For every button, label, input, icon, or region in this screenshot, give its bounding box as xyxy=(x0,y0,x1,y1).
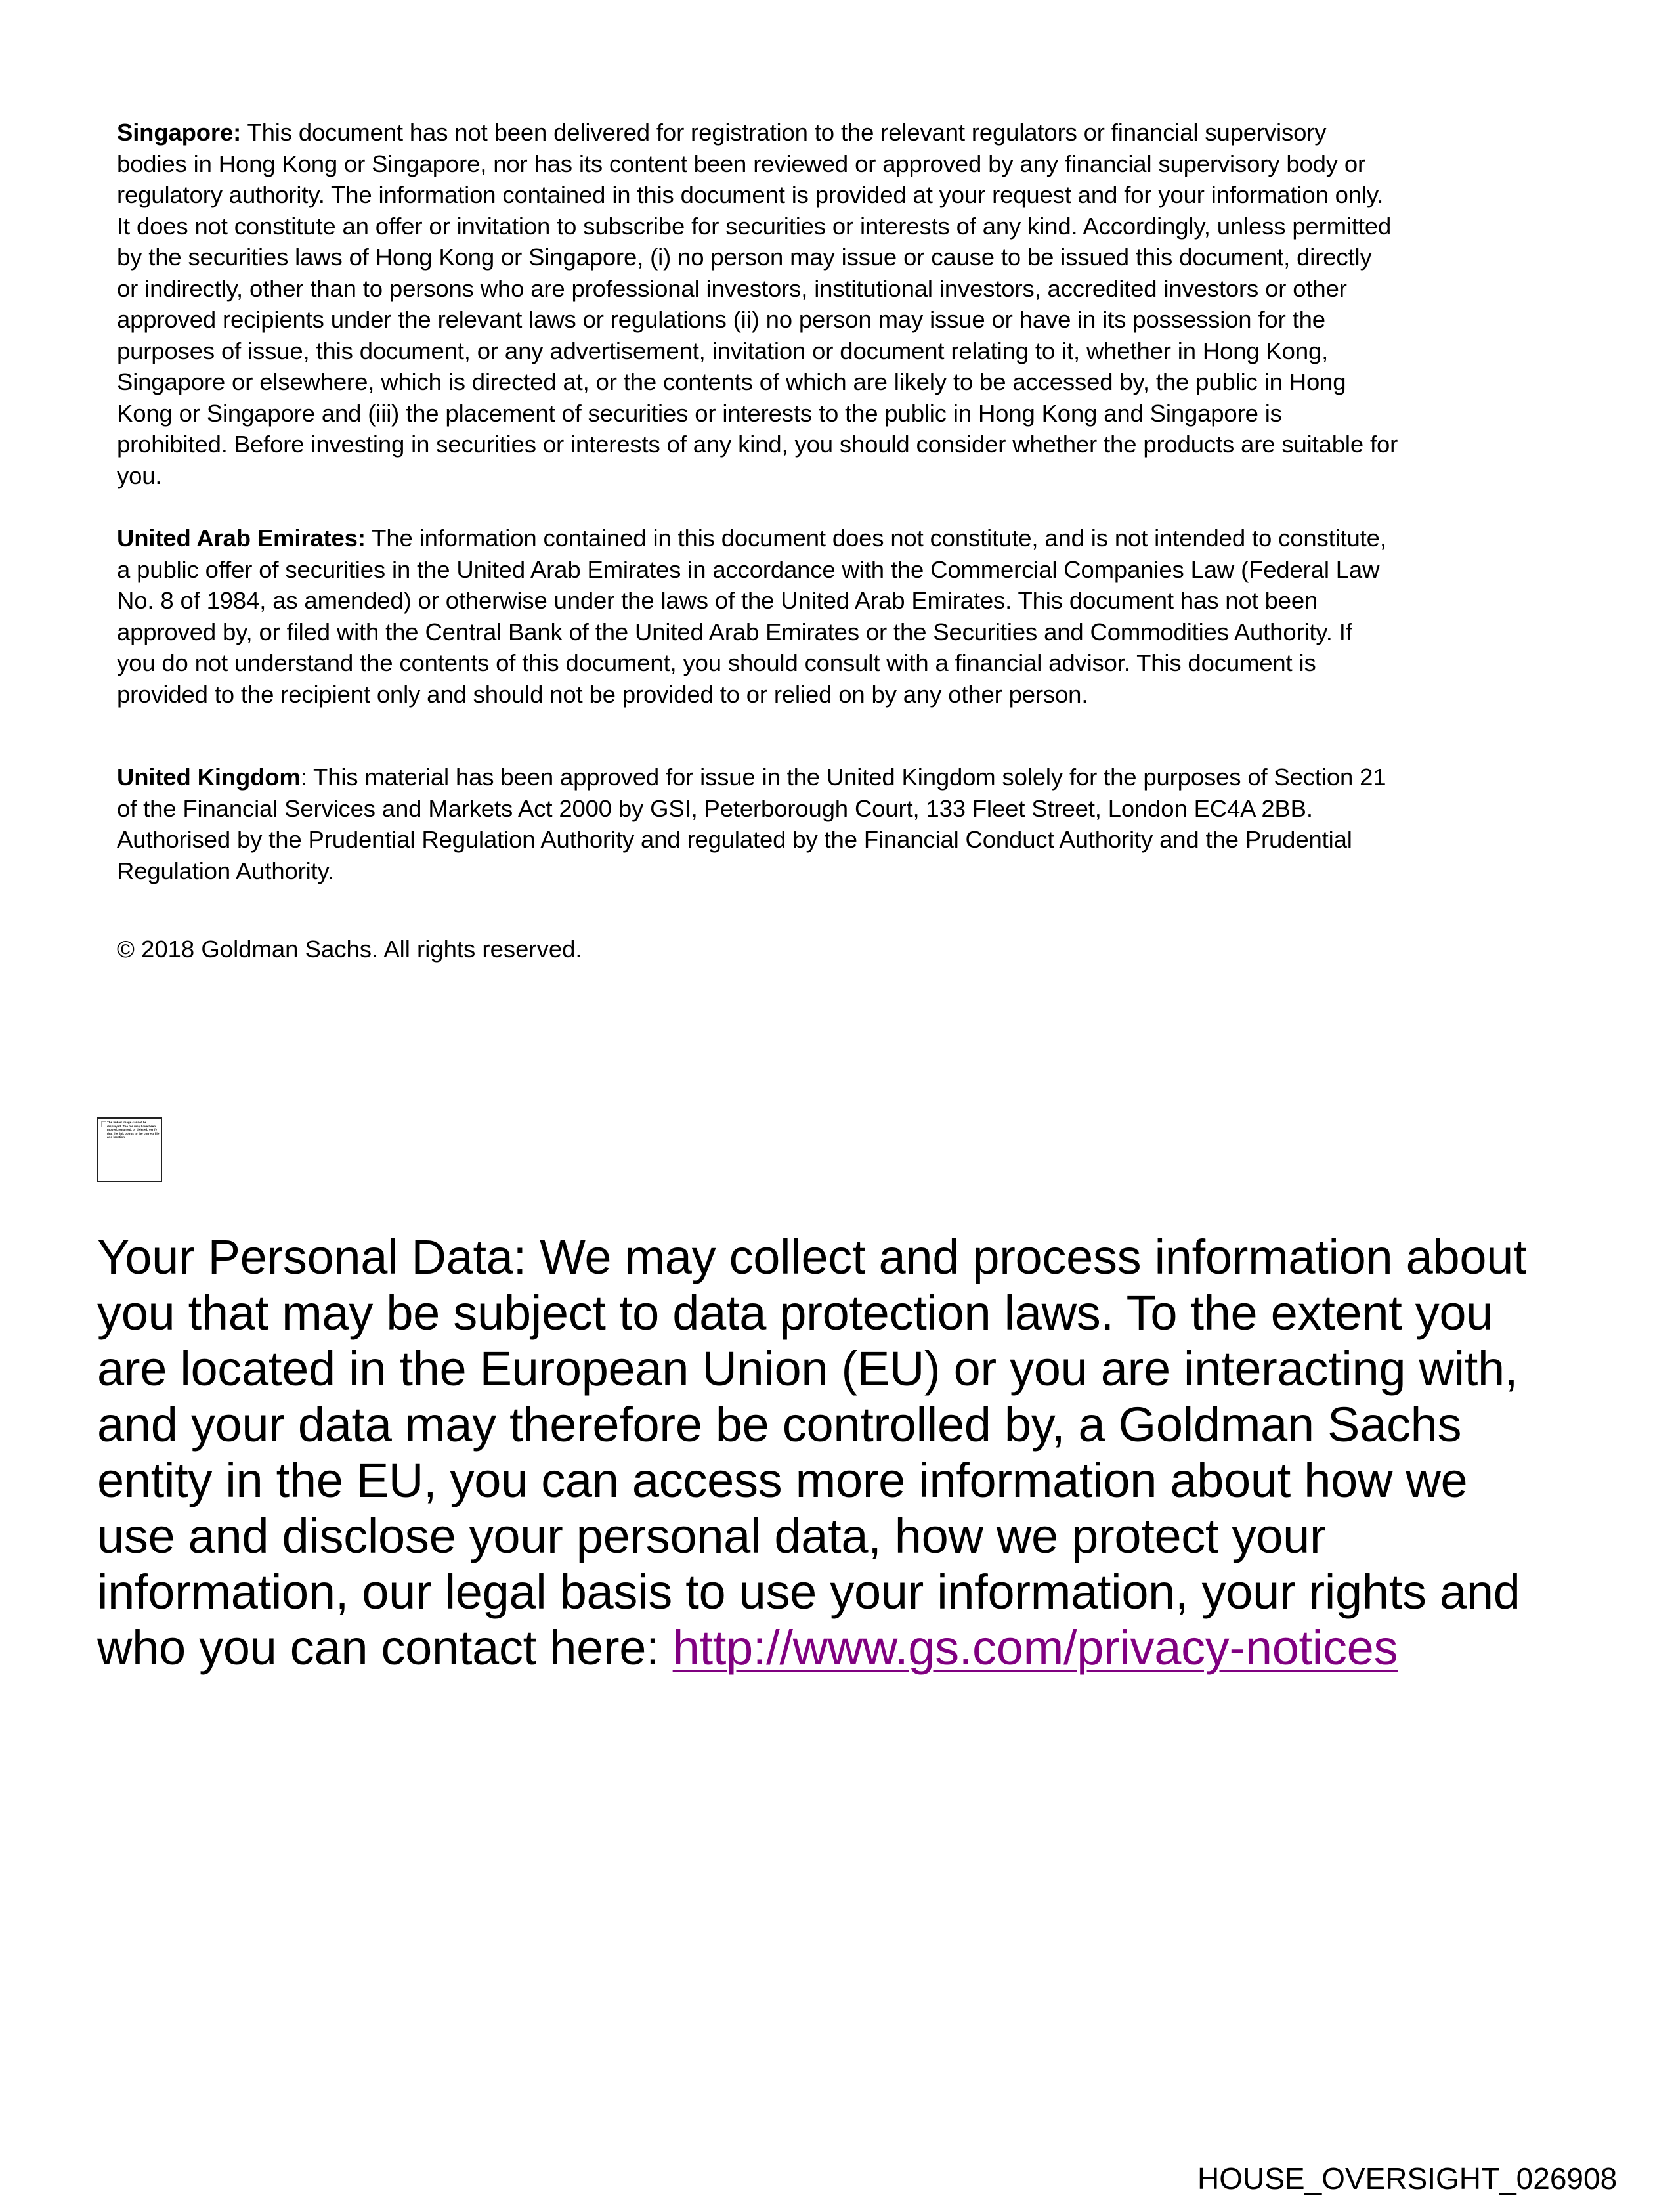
broken-image-icon xyxy=(101,1121,106,1127)
disclaimer-uae xyxy=(117,523,1600,710)
section-heading: United Arab Emirates: xyxy=(117,525,366,552)
disclaimer-line: or indirectly, other than to persons who are professional investors, institutional investors, accredited investors or other xyxy=(117,274,1347,302)
disclaimer-line: of the Financial Services and Markets Act 2000 by GSI, Peterborough Court, 133 Fleet Street, London EC4A 2BB. xyxy=(117,794,1313,822)
disclaimer-line: United Arab Emirates: The information contained in this document does not constitute, and is not intended to constitute, xyxy=(117,525,1386,552)
copyright-notice: © 2018 Goldman Sachs. All rights reserved. xyxy=(117,936,582,963)
broken-image-message: The linked image cannot be displayed. The file may have been moved, renamed, or deleted. Verify that the link points to the correct file and location. xyxy=(107,1121,160,1139)
disclaimer-line: approved recipients under the relevant laws or regulations (ii) no person may issue or have in its possession for the xyxy=(117,306,1325,333)
privacy-notice xyxy=(97,1229,1640,1676)
disclaimer-line: Kong or Singapore and (iii) the placement of securities or interests to the public in Hong Kong and Singapore is xyxy=(117,399,1282,427)
disclaimer-singapore xyxy=(117,117,1600,491)
disclaimer-line: bodies in Hong Kong or Singapore, nor has its content been reviewed or approved by any financial supervisory body or xyxy=(117,150,1366,177)
disclaimer-line: It does not constitute an offer or invitation to subscribe for securities or interests of any kind. Accordingly, unless permitted xyxy=(117,212,1392,240)
disclaimer-line: Singapore: This document has not been delivered for registration to the relevant regulators or financial supervisory xyxy=(117,119,1327,146)
disclaimer-line: United Kingdom: This material has been approved for issue in the United Kingdom solely for the purposes of Section 21 xyxy=(117,764,1386,791)
disclaimer-line: approved by, or filed with the Central Bank of the United Arab Emirates or the Securities and Commodities Authority. If xyxy=(117,618,1352,645)
disclaimer-line: Regulation Authority. xyxy=(117,857,334,884)
disclaimer-line: Singapore or elsewhere, which is directed at, or the contents of which are likely to be accessed by, the public in Hong xyxy=(117,368,1346,395)
bates-number: HOUSE_OVERSIGHT_026908 xyxy=(1197,2161,1618,2196)
disclaimer-line: a public offer of securities in the United Arab Emirates in accordance with the Commercial Companies Law (Federal Law xyxy=(117,555,1380,583)
privacy-line: Your Personal Data: We may collect and process information about xyxy=(97,1230,1527,1284)
privacy-line: and your data may therefore be controlled by, a Goldman Sachs xyxy=(97,1397,1462,1452)
privacy-line: use and disclose your personal data, how we protect your xyxy=(97,1509,1326,1563)
privacy-line: entity in the EU, you can access more information about how we xyxy=(97,1453,1468,1507)
privacy-line: information, our legal basis to use your information, your rights and xyxy=(97,1565,1520,1619)
disclaimer-uk xyxy=(117,762,1600,886)
privacy-line: who you can contact here: http://www.gs.com/privacy-notices xyxy=(97,1620,1398,1675)
disclaimer-line: you do not understand the contents of this document, you should consult with a financial advisor. This document is xyxy=(117,649,1316,676)
privacy-line: are located in the European Union (EU) or you are interacting with, xyxy=(97,1341,1518,1396)
disclaimer-line: No. 8 of 1984, as amended) or otherwise under the laws of the United Arab Emirates. This document has not been xyxy=(117,587,1318,614)
broken-image-placeholder xyxy=(97,1117,162,1182)
disclaimer-line: by the securities laws of Hong Kong or Singapore, (i) no person may issue or cause to be issued this document, directly xyxy=(117,244,1372,271)
privacy-line: you that may be subject to data protection laws. To the extent you xyxy=(97,1286,1493,1340)
disclaimer-line: purposes of issue, this document, or any advertisement, invitation or document relating to it, whether in Hong Kong, xyxy=(117,337,1329,364)
disclaimer-line: provided to the recipient only and should not be provided to or relied on by any other person. xyxy=(117,680,1088,708)
disclaimer-line: you. xyxy=(117,462,162,489)
section-heading: Singapore: xyxy=(117,119,242,146)
section-heading: United Kingdom xyxy=(117,764,301,791)
disclaimer-line: prohibited. Before investing in securities or interests of any kind, you should consider whether the products are suitable for xyxy=(117,431,1398,458)
disclaimer-line: Authorised by the Prudential Regulation Authority and regulated by the Financial Conduct Authority and the Prudential xyxy=(117,826,1352,853)
privacy-notices-link[interactable]: http://www.gs.com/privacy-notices xyxy=(672,1620,1398,1675)
disclaimer-line: regulatory authority. The information contained in this document is provided at your request and for your information only. xyxy=(117,181,1384,208)
